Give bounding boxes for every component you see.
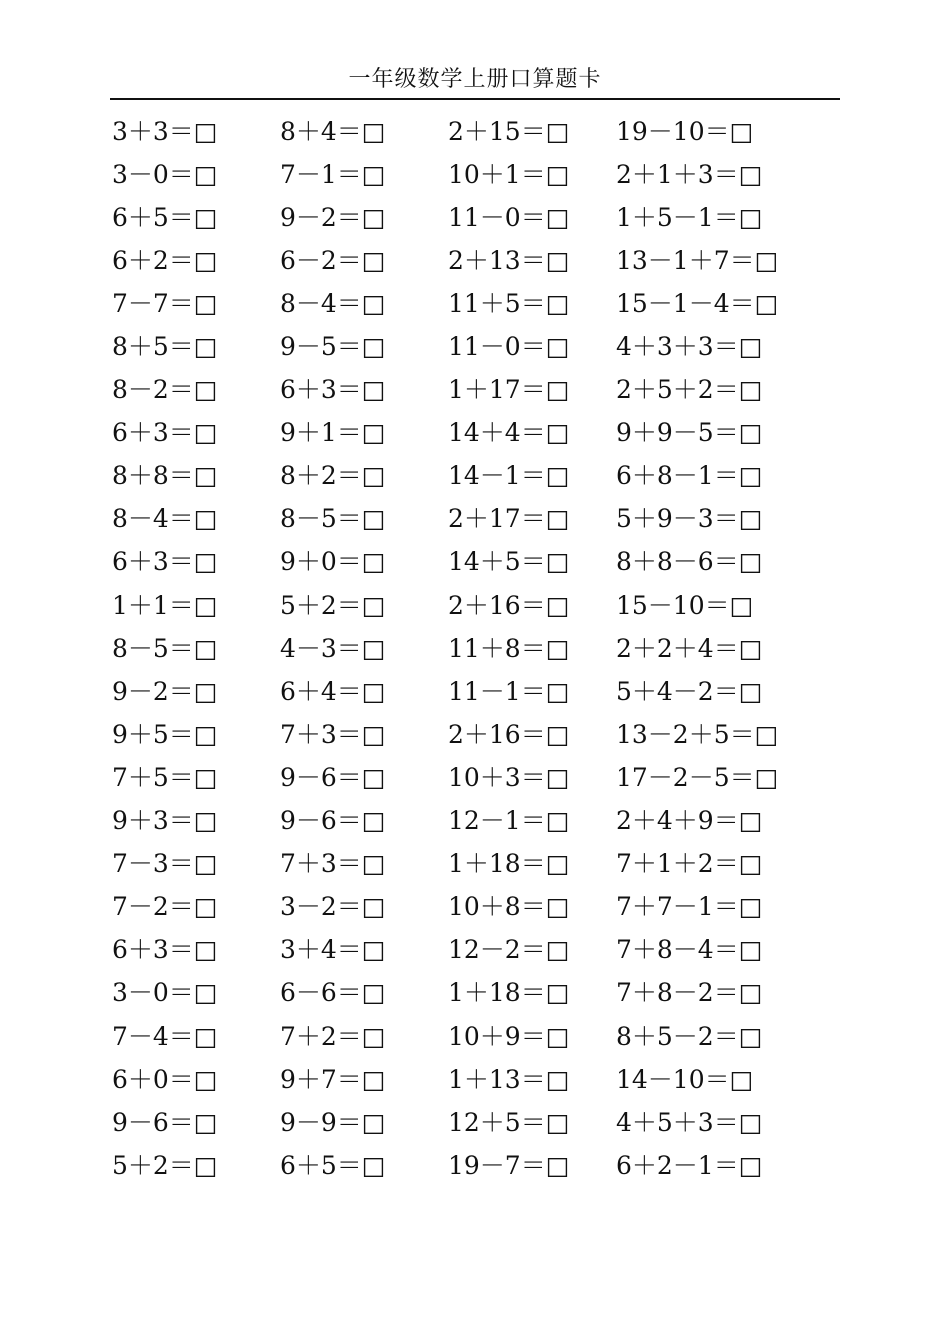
- problem-row: [112, 625, 832, 668]
- arithmetic-problem: 8＋8＝□: [112, 461, 218, 491]
- arithmetic-problem: 2＋2＋4＝□: [616, 633, 763, 663]
- arithmetic-problem: 1＋5－1＝□: [616, 202, 763, 232]
- arithmetic-problem: 12－2＝□: [448, 935, 570, 965]
- problem-row: [112, 927, 832, 970]
- problem-row: [112, 970, 832, 1013]
- arithmetic-problem: 6－2＝□: [280, 245, 386, 275]
- arithmetic-problem: 13－1＋7＝□: [616, 245, 779, 275]
- arithmetic-problem: 9－5＝□: [280, 332, 386, 362]
- arithmetic-problem: 1＋18＝□: [448, 849, 570, 879]
- problem-row: [112, 194, 832, 237]
- arithmetic-problem: 8＋8－6＝□: [616, 547, 763, 577]
- arithmetic-problem: 5＋9－3＝□: [616, 504, 763, 534]
- arithmetic-problem: 2＋1＋3＝□: [616, 159, 763, 189]
- arithmetic-problem: 4＋3＋3＝□: [616, 332, 763, 362]
- arithmetic-problem: 11－0＝□: [448, 332, 570, 362]
- arithmetic-problem: 14＋4＝□: [448, 418, 570, 448]
- arithmetic-problem: 8＋2＝□: [280, 461, 386, 491]
- problem-row: [112, 367, 832, 410]
- arithmetic-problem: 7＋8－2＝□: [616, 978, 763, 1008]
- arithmetic-problem: 3－0＝□: [112, 159, 218, 189]
- arithmetic-problem: 3－0＝□: [112, 978, 218, 1008]
- arithmetic-problem: 9＋5＝□: [112, 719, 218, 749]
- arithmetic-problem: 12＋5＝□: [448, 1107, 570, 1137]
- arithmetic-problem: 2＋5＋2＝□: [616, 375, 763, 405]
- arithmetic-problem: 11＋5＝□: [448, 288, 570, 318]
- arithmetic-problem: 6＋0＝□: [112, 1064, 218, 1094]
- arithmetic-problem: 9－6＝□: [112, 1107, 218, 1137]
- arithmetic-problem: 2＋16＝□: [448, 590, 570, 620]
- problem-row: [112, 711, 832, 754]
- arithmetic-problem: 8－2＝□: [112, 375, 218, 405]
- arithmetic-problem: 6＋3＝□: [112, 418, 218, 448]
- arithmetic-problem: 9－2＝□: [112, 676, 218, 706]
- arithmetic-problem: 9＋0＝□: [280, 547, 386, 577]
- arithmetic-problem: 1＋13＝□: [448, 1064, 570, 1094]
- arithmetic-problem: 14－1＝□: [448, 461, 570, 491]
- arithmetic-problem: 7－1＝□: [280, 159, 386, 189]
- arithmetic-problem: 6＋3＝□: [280, 375, 386, 405]
- problem-grid: [112, 108, 832, 1185]
- arithmetic-problem: 10＋3＝□: [448, 762, 570, 792]
- problem-row: [112, 754, 832, 797]
- arithmetic-problem: 6＋4＝□: [280, 676, 386, 706]
- arithmetic-problem: 17－2－5＝□: [616, 762, 779, 792]
- arithmetic-problem: 9－2＝□: [280, 202, 386, 232]
- page-title: 一年级数学上册口算题卡: [348, 67, 602, 92]
- problem-row: [112, 151, 832, 194]
- arithmetic-problem: 8－4＝□: [112, 504, 218, 534]
- arithmetic-problem: 6＋3＝□: [112, 547, 218, 577]
- arithmetic-problem: 8－5＝□: [280, 504, 386, 534]
- arithmetic-problem: 9－6＝□: [280, 806, 386, 836]
- arithmetic-problem: 4－3＝□: [280, 633, 386, 663]
- arithmetic-problem: 1＋1＝□: [112, 590, 218, 620]
- problem-row: [112, 841, 832, 884]
- arithmetic-problem: 7＋5＝□: [112, 762, 218, 792]
- arithmetic-problem: 10＋9＝□: [448, 1021, 570, 1051]
- arithmetic-problem: 3－2＝□: [280, 892, 386, 922]
- problem-row: [112, 280, 832, 323]
- problem-row: [112, 539, 832, 582]
- problem-row: [112, 884, 832, 927]
- arithmetic-problem: 9－9＝□: [280, 1107, 386, 1137]
- arithmetic-problem: 3＋4＝□: [280, 935, 386, 965]
- arithmetic-problem: 7＋1＋2＝□: [616, 849, 763, 879]
- arithmetic-problem: 7＋7－1＝□: [616, 892, 763, 922]
- arithmetic-problem: 15－1－4＝□: [616, 288, 779, 318]
- problem-row: [112, 798, 832, 841]
- problem-row: [112, 1013, 832, 1056]
- arithmetic-problem: 6＋2－1＝□: [616, 1150, 763, 1180]
- arithmetic-problem: 9－6＝□: [280, 762, 386, 792]
- arithmetic-problem: 6＋5＝□: [280, 1150, 386, 1180]
- arithmetic-problem: 6＋5＝□: [112, 202, 218, 232]
- arithmetic-problem: 7－2＝□: [112, 892, 218, 922]
- arithmetic-problem: 9＋3＝□: [112, 806, 218, 836]
- arithmetic-problem: 8＋4＝□: [280, 116, 386, 146]
- arithmetic-problem: 7＋3＝□: [280, 849, 386, 879]
- problem-row: [112, 582, 832, 625]
- arithmetic-problem: 5＋2＝□: [280, 590, 386, 620]
- arithmetic-problem: 9＋9－5＝□: [616, 418, 763, 448]
- problem-row: [112, 108, 832, 151]
- arithmetic-problem: 12－1＝□: [448, 806, 570, 836]
- arithmetic-problem: 3＋3＝□: [112, 116, 218, 146]
- arithmetic-problem: 15－10＝□: [616, 590, 754, 620]
- arithmetic-problem: 2＋4＋9＝□: [616, 806, 763, 836]
- arithmetic-problem: 5＋2＝□: [112, 1150, 218, 1180]
- arithmetic-problem: 7－3＝□: [112, 849, 218, 879]
- arithmetic-problem: 7＋2＝□: [280, 1021, 386, 1051]
- arithmetic-problem: 1＋18＝□: [448, 978, 570, 1008]
- arithmetic-problem: 9＋1＝□: [280, 418, 386, 448]
- arithmetic-problem: 8－5＝□: [112, 633, 218, 663]
- arithmetic-problem: 10＋1＝□: [448, 159, 570, 189]
- arithmetic-problem: 1＋17＝□: [448, 375, 570, 405]
- arithmetic-problem: 14－10＝□: [616, 1064, 754, 1094]
- title-divider: [110, 98, 840, 100]
- arithmetic-problem: 2＋17＝□: [448, 504, 570, 534]
- problem-row: [112, 496, 832, 539]
- problem-row: [112, 453, 832, 496]
- problem-row: [112, 668, 832, 711]
- arithmetic-problem: 4＋5＋3＝□: [616, 1107, 763, 1137]
- problem-row: [112, 1099, 832, 1142]
- arithmetic-problem: 7＋8－4＝□: [616, 935, 763, 965]
- arithmetic-problem: 5＋4－2＝□: [616, 676, 763, 706]
- arithmetic-problem: 19－10＝□: [616, 116, 754, 146]
- arithmetic-problem: 8＋5＝□: [112, 332, 218, 362]
- arithmetic-problem: 19－7＝□: [448, 1150, 570, 1180]
- problem-row: [112, 1142, 832, 1185]
- arithmetic-problem: 8－4＝□: [280, 288, 386, 318]
- problem-row: [112, 410, 832, 453]
- arithmetic-problem: 7－4＝□: [112, 1021, 218, 1051]
- problem-row: [112, 237, 832, 280]
- arithmetic-problem: 2＋15＝□: [448, 116, 570, 146]
- arithmetic-problem: 7＋3＝□: [280, 719, 386, 749]
- problem-row: [112, 1056, 832, 1099]
- arithmetic-problem: 9＋7＝□: [280, 1064, 386, 1094]
- arithmetic-problem: 6－6＝□: [280, 978, 386, 1008]
- arithmetic-problem: 10＋8＝□: [448, 892, 570, 922]
- problem-row: [112, 323, 832, 366]
- arithmetic-problem: 14＋5＝□: [448, 547, 570, 577]
- arithmetic-problem: 11－0＝□: [448, 202, 570, 232]
- arithmetic-problem: 11－1＝□: [448, 676, 570, 706]
- arithmetic-problem: 13－2＋5＝□: [616, 719, 779, 749]
- arithmetic-problem: 2＋16＝□: [448, 719, 570, 749]
- arithmetic-problem: 6＋3＝□: [112, 935, 218, 965]
- arithmetic-problem: 6＋8－1＝□: [616, 461, 763, 491]
- arithmetic-problem: 2＋13＝□: [448, 245, 570, 275]
- arithmetic-problem: 7－7＝□: [112, 288, 218, 318]
- arithmetic-problem: 6＋2＝□: [112, 245, 218, 275]
- arithmetic-problem: 8＋5－2＝□: [616, 1021, 763, 1051]
- arithmetic-problem: 11＋8＝□: [448, 633, 570, 663]
